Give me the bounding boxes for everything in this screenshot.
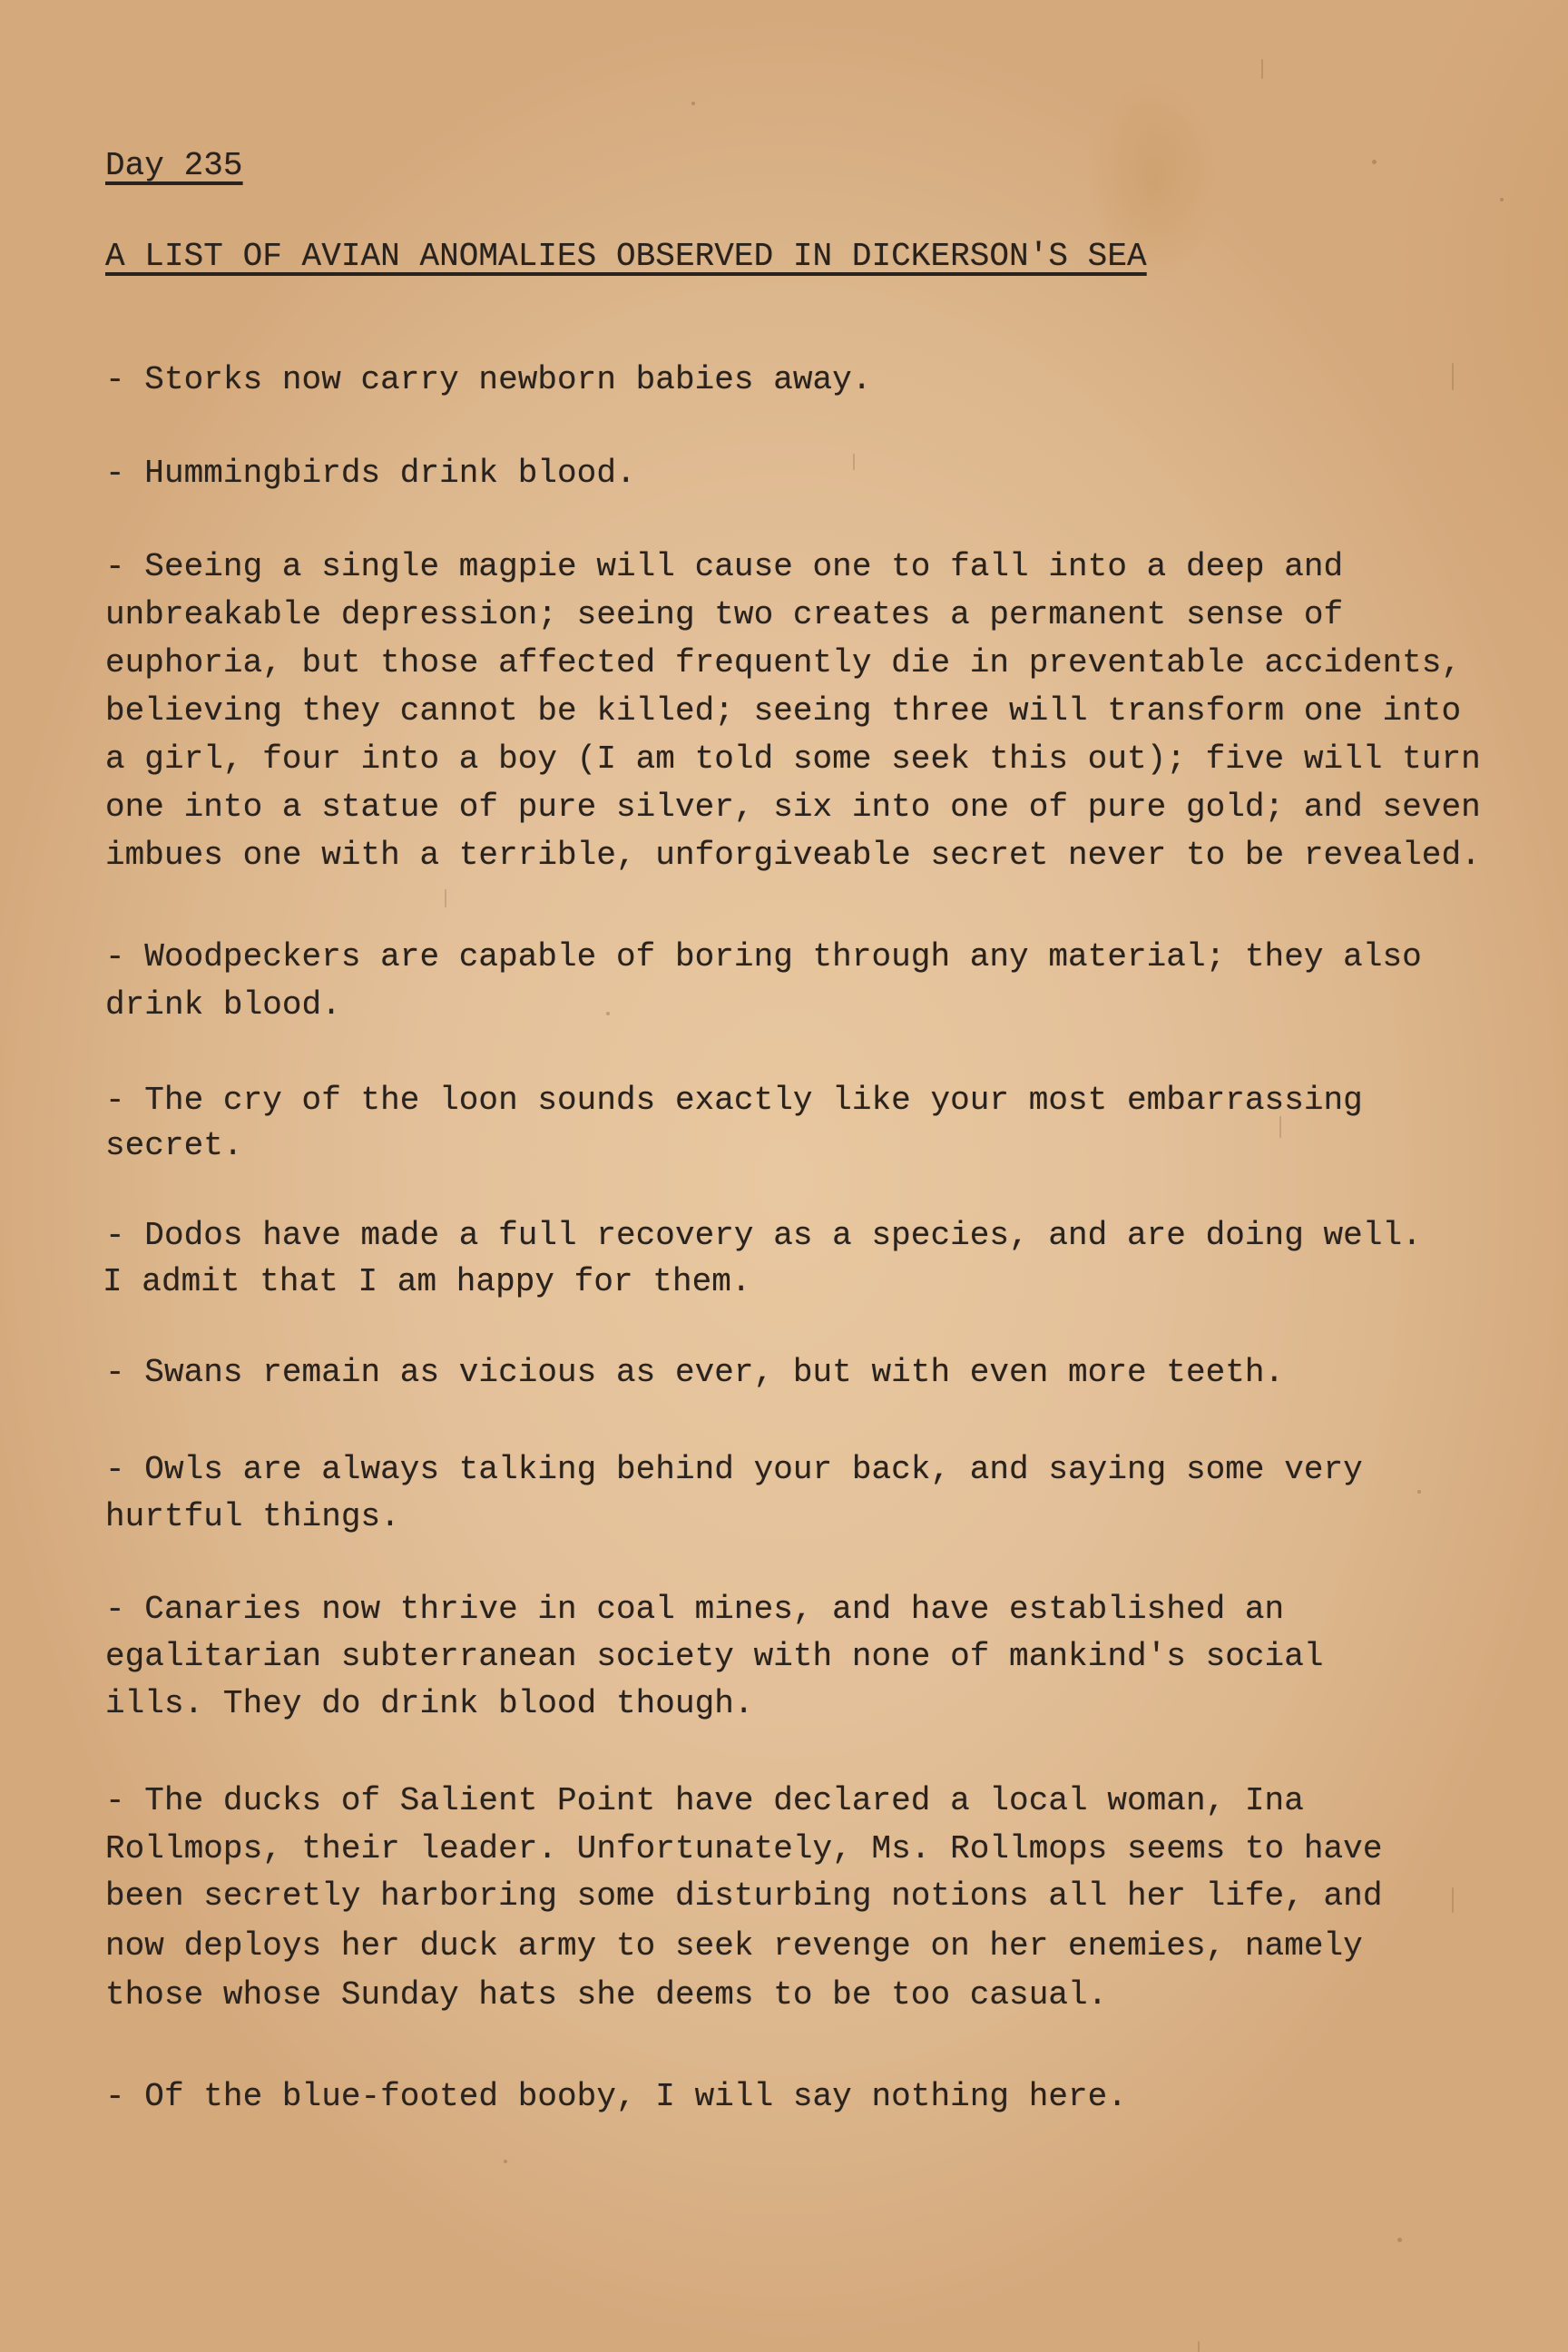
paper-speck <box>504 2160 507 2163</box>
paper-speck <box>1397 2238 1402 2242</box>
paper-fiber <box>1452 1887 1454 1913</box>
list-item-line: secret. <box>105 1127 243 1164</box>
list-item-line: now deploys her duck army to seek revenge on her enemies, namely <box>105 1927 1363 1965</box>
list-item-line: - The ducks of Salient Point have declared a local woman, Ina <box>105 1782 1304 1819</box>
list-item-line: believing they cannot be killed; seeing three will transform one into <box>105 692 1462 730</box>
paper-fiber <box>1198 2341 1200 2352</box>
list-item-line: Rollmops, their leader. Unfortunately, Ms. Rollmops seems to have <box>105 1830 1383 1867</box>
document-title: A LIST OF AVIAN ANOMALIES OBSERVED IN DICKERSON'S SEA <box>105 238 1147 275</box>
list-item-line: unbreakable depression; seeing two creates a permanent sense of <box>105 596 1344 633</box>
paper-speck <box>1500 198 1504 201</box>
list-item-line: - Seeing a single magpie will cause one to fall into a deep and <box>105 548 1344 585</box>
paper-fiber <box>1261 59 1263 79</box>
paper-speck <box>606 1012 610 1015</box>
day-label: Day 235 <box>105 147 243 184</box>
list-item-line: - Dodos have made a full recovery as a species, and are doing well. <box>105 1217 1422 1254</box>
list-item-line: imbues one with a terrible, unforgiveable secret never to be revealed. <box>105 837 1481 874</box>
list-item-line: - Swans remain as vicious as ever, but with even more teeth. <box>105 1354 1285 1391</box>
paper-speck <box>1417 1490 1421 1494</box>
list-item-line: - Canaries now thrive in coal mines, and have established an <box>105 1591 1285 1628</box>
list-item-line: drink blood. <box>105 986 341 1024</box>
list-item-line: - Hummingbirds drink blood. <box>105 455 636 492</box>
list-item-line: euphoria, but those affected frequently die in preventable accidents, <box>105 644 1462 681</box>
list-item-line: a girl, four into a boy (I am told some seek this out); five will turn <box>105 740 1481 778</box>
list-item-line: - Woodpeckers are capable of boring through any material; they also <box>105 938 1422 975</box>
list-item-line: - Of the blue-footed booby, I will say nothing here. <box>105 2078 1127 2115</box>
list-item-line: I admit that I am happy for them. <box>103 1263 751 1300</box>
list-item-line: - The cry of the loon sounds exactly like your most embarrassing <box>105 1082 1363 1119</box>
paper-fiber <box>853 454 855 470</box>
list-item-line: egalitarian subterranean society with none of mankind's social <box>105 1638 1324 1675</box>
list-item-line: those whose Sunday hats she deems to be too casual. <box>105 1976 1108 2014</box>
list-item-line: hurtful things. <box>105 1498 400 1535</box>
paper-speck <box>691 102 695 105</box>
paper-fiber <box>1279 1116 1281 1138</box>
list-item-line: been secretly harboring some disturbing notions all her life, and <box>105 1877 1383 1915</box>
paper-fiber <box>445 889 446 907</box>
list-item-line: - Owls are always talking behind your back, and saying some very <box>105 1451 1363 1488</box>
list-item-line: ills. They do drink blood though. <box>105 1685 754 1722</box>
list-item-line: one into a statue of pure silver, six into one of pure gold; and seven <box>105 789 1481 826</box>
paper-speck <box>1372 160 1377 164</box>
list-item-line: - Storks now carry newborn babies away. <box>105 361 872 398</box>
paper-fiber <box>1452 363 1454 390</box>
